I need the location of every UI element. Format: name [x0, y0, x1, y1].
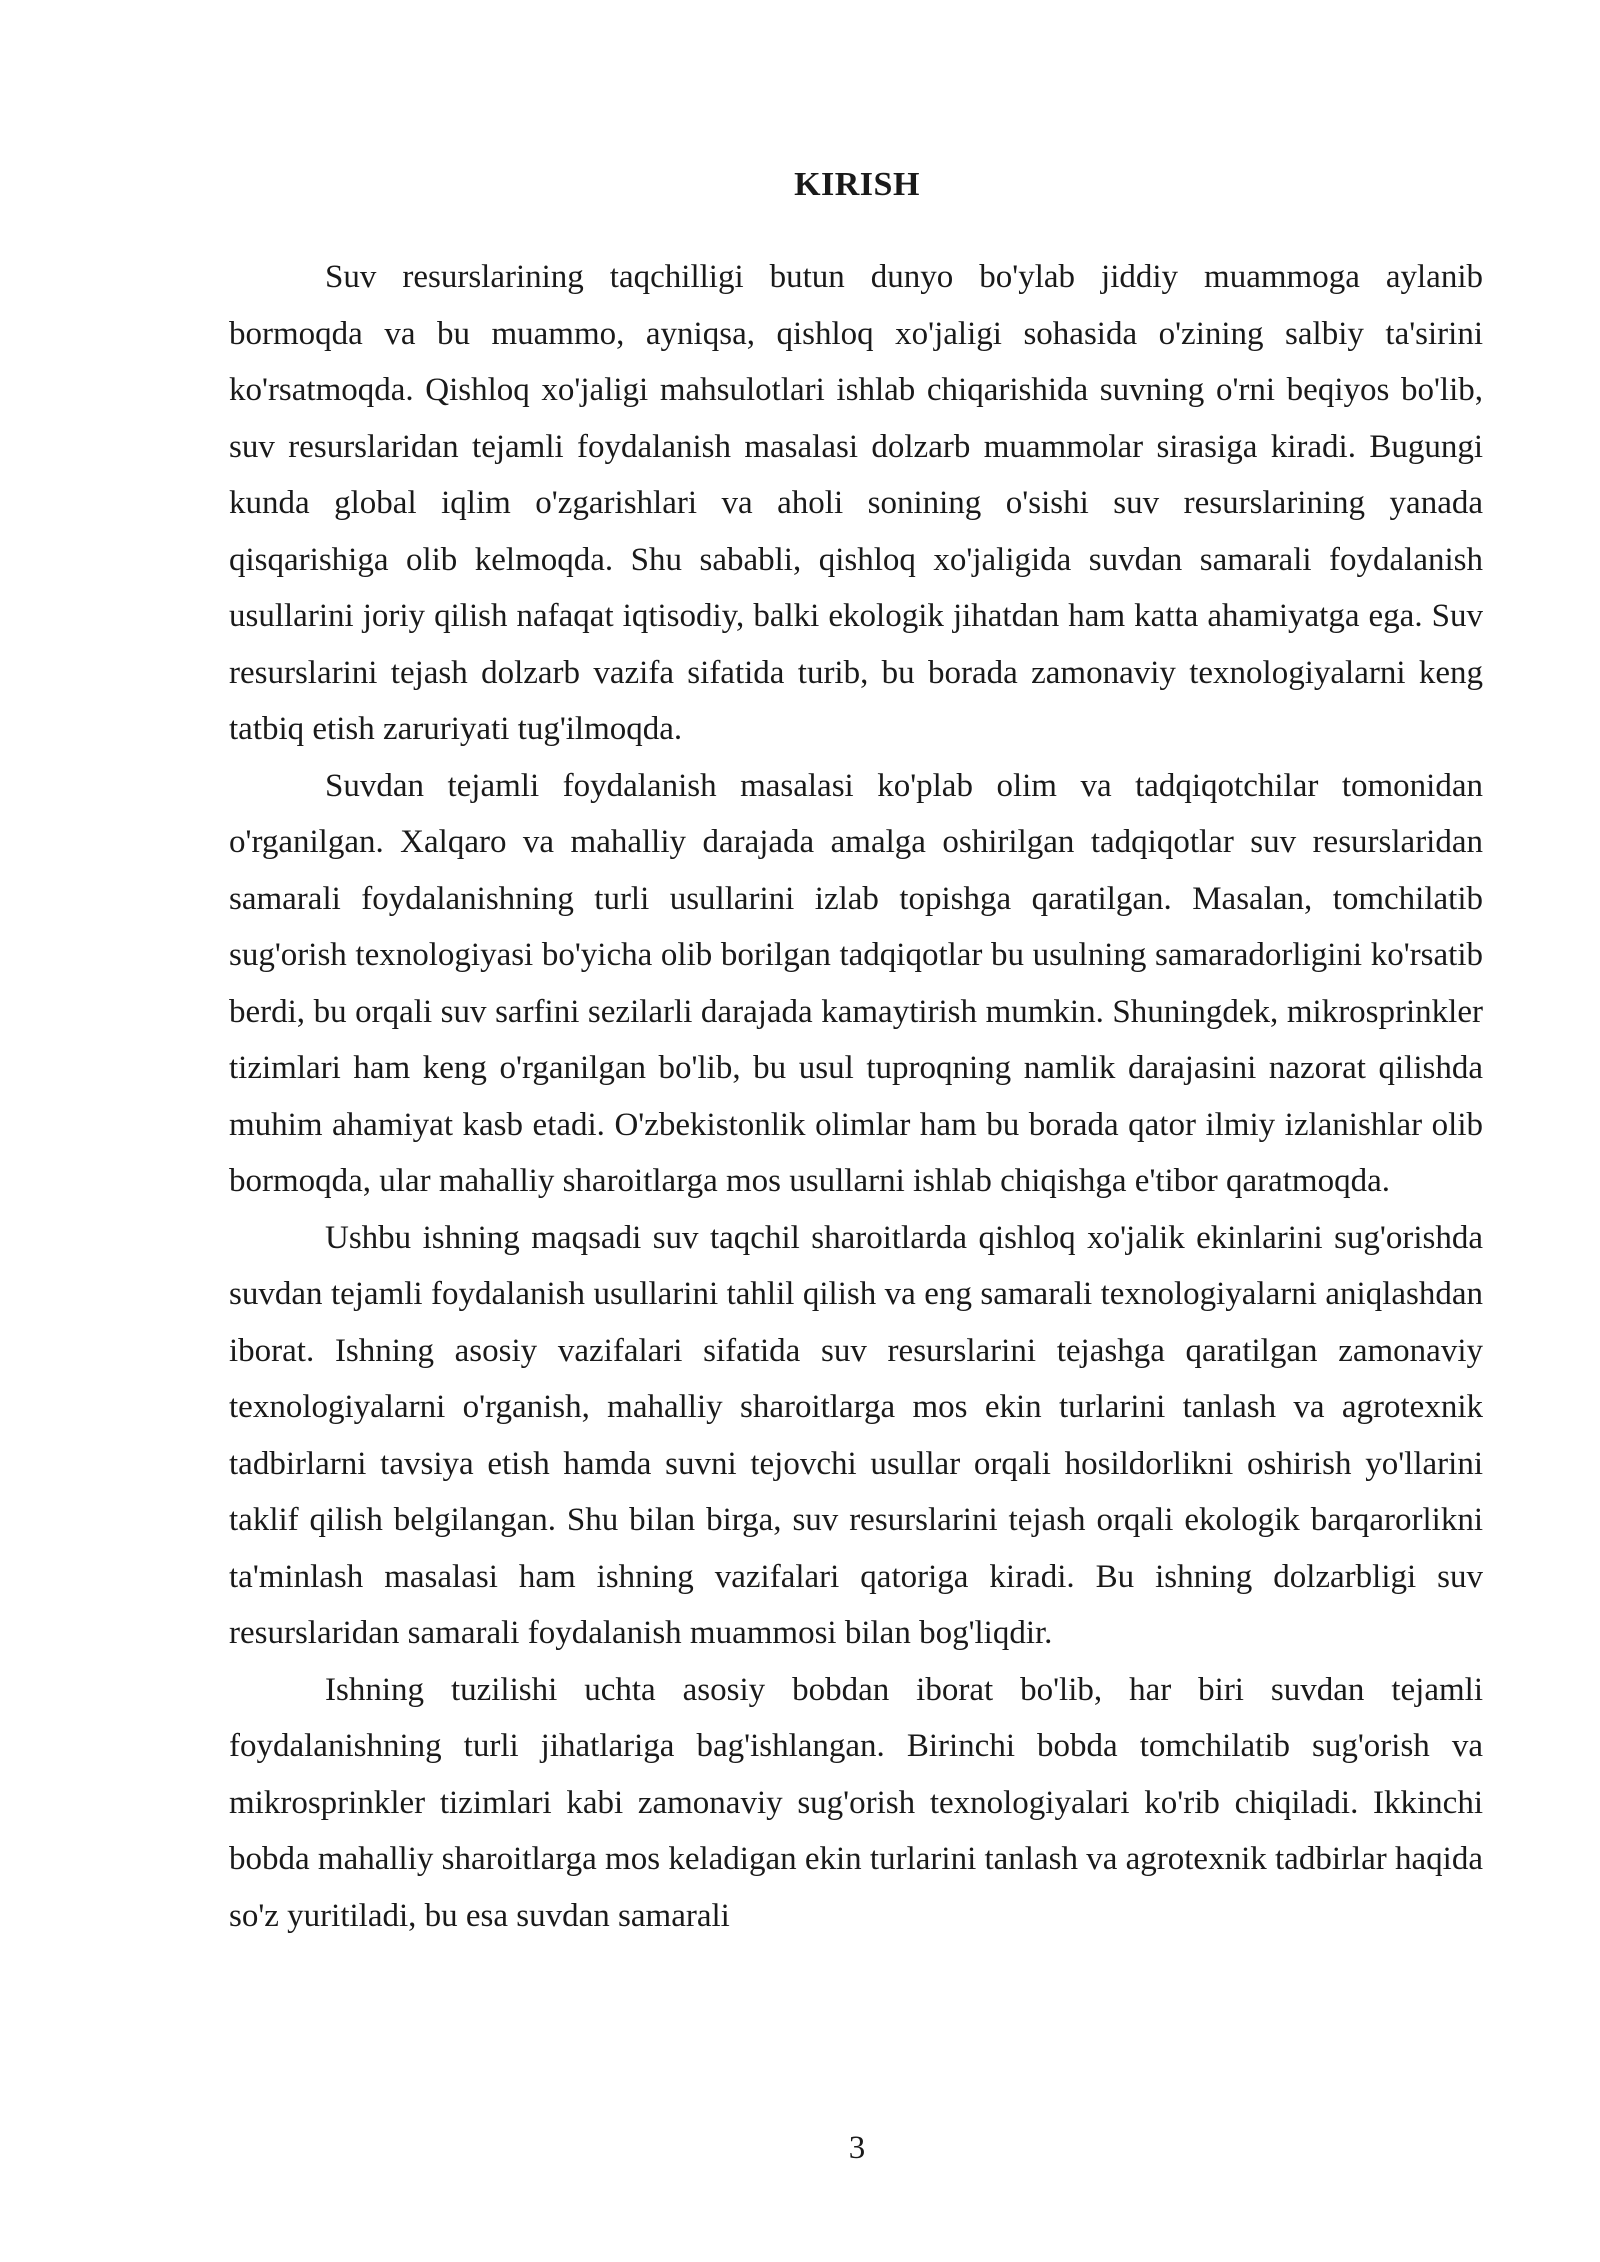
paragraph-3: Ushbu ishning maqsadi suv taqchil sharoitlarda qishloq xo'jalik ekinlarini sug'orishda suvdan tejamli foydalanish usullarini tahlil qilish va eng samarali texnologiyalarni aniqlashdan iborat. Ishning asosiy vazifalari sifatida suv resurslarini tejashga qaratilgan zamonaviy texnologiyalarni o'rganish, mahalliy sharoitlarga mos ekin turlarini tanlash va agrotexnik tadbirlarni tavsiya etish hamda suvni tejovchi usullar orqali hosildorlikni oshirish yo'llarini taklif qilish belgilangan. Shu bilan birga, suv resurslarini tejash orqali ekologik barqarorlikni ta'minlash masalasi ham ishning vazifalari qatoriga kiradi. Bu ishning dolzarbligi suv resurslaridan samarali foydalanish muammosi bilan bog'liqdir.	[229, 1219, 1483, 1651]
body-text	[229, 249, 1483, 1944]
paragraph-4: Ishning tuzilishi uchta asosiy bobdan iborat bo'lib, har biri suvdan tejamli foydalanishning turli jihatlariga bag'ishlangan. Birinchi bobda tomchilatib sug'orish va mikrosprinkler tizimlari kabi zamonaviy sug'orish texnologiyalari ko'rib chiqiladi. Ikkinchi bobda mahalliy sharoitlarga mos keladigan ekin turlarini tanlash va agrotexnik tadbirlar haqida so'z yuritiladi, bu esa suvdan samarali	[229, 1671, 1483, 1934]
paragraph-2: Suvdan tejamli foydalanish masalasi ko'plab olim va tadqiqotchilar tomonidan o'rganilgan. Xalqaro va mahalliy darajada amalga oshirilgan tadqiqotlar suv resurslaridan samarali foydalanishning turli usullarini izlab topishga qaratilgan. Masalan, tomchilatib sug'orish texnologiyasi bo'yicha olib borilgan tadqiqotlar bu usulning samaradorligini ko'rsatib berdi, bu orqali suv sarfini sezilarli darajada kamaytirish mumkin. Shuningdek, mikrosprinkler tizimlari ham keng o'rganilgan bo'lib, bu usul tuproqning namlik darajasini nazorat qilishda muhim ahamiyat kasb etadi. O'zbekistonlik olimlar ham bu borada qator ilmiy izlanishlar olib bormoqda, ular mahalliy sharoitlarga mos usullarni ishlab chiqishga e'tibor qaratmoqda.	[229, 767, 1483, 1199]
paragraph-1: Suv resurslarining taqchilligi butun dunyo bo'ylab jiddiy muammoga aylanib bormoqda va bu muammo, ayniqsa, qishloq xo'jaligi sohasida o'zining salbiy ta'sirini ko'rsatmoqda. Qishloq xo'jaligi mahsulotlari ishlab chiqarishida suvning o'rni beqiyos bo'lib, suv resurslaridan tejamli foydalanish masalasi dolzarb muammolar sirasiga kiradi. Bugungi kunda global iqlim o'zgarishlari va aholi sonining o'sishi suv resurslarining yanada qisqarishiga olib kelmoqda. Shu sababli, qishloq xo'jaligida suvdan samarali foydalanish usullarini joriy qilish nafaqat iqtisodiy, balki ekologik jihatdan ham katta ahamiyatga ega. Suv resurslarini tejash dolzarb vazifa sifatida turib, bu borada zamonaviy texnologiyalarni keng tatbiq etish zaruriyati tug'ilmoqda.	[229, 259, 1483, 747]
page-number: 3	[848, 2130, 866, 2166]
page-title: KIRISH	[794, 166, 920, 203]
